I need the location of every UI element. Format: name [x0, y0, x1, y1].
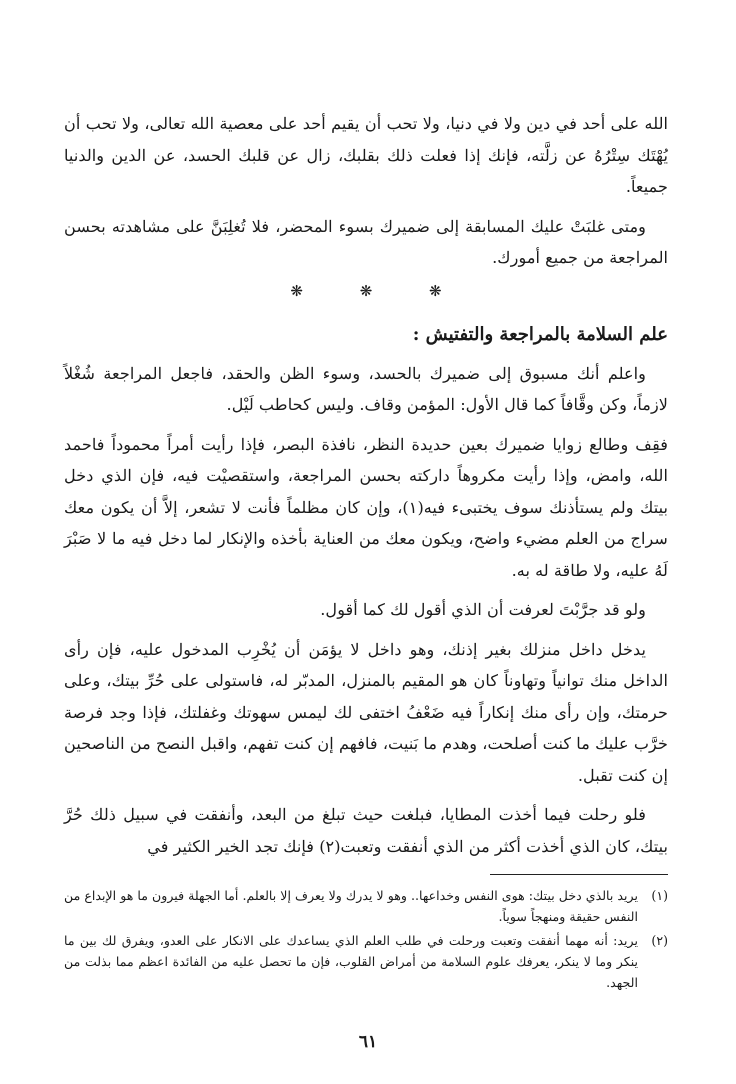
section-paragraph-2: فقِف وطالع زوايا ضميرك بعين حديدة النظر، نافذة البصر، فإذا رأيت أمراً محموداً فاحمد الله، وامض، وإذا رأيت مكروهاً داركته بحسن المراجعة، واستقصيْت فيه، فإن الذي دخل بيتك ولم يستأذنك سوف يختبىء فيه(١)، وإن كان مظلماً فأنت لا تشعر، إلاَّ أن يكون معك سراج من العلم مضيء واضح، ويكون معك من العناية بأخذه والإنكار لما دخل فيه ما لا صَبْرَ لَهُ عليه، ولا طاقة له به. — [64, 434, 669, 580]
footnote-1 — [64, 885, 668, 927]
section-paragraph-5: فلو رحلت فيما أخذت المطايا، فبلغت حيث تبلغ من البعد، وأنفقت في سبيل ذلك حُرَّ بيتك، كان الذي أخذت أكثر من الذي أنفقت وتعبت(٢) فإنك تجد الخير الكثير في — [64, 805, 668, 856]
footnote-number: (٢) — [651, 933, 668, 948]
section-paragraph-3: ولو قد جرَّبْتَ لعرفت أن الذي أقول لك كما أقول. — [320, 600, 646, 619]
section-paragraph-1: واعلم أنك مسبوق إلى ضميرك بالحسد، وسوء الظن والحقد، فاجعل المراجعة شُغْلاً لازماً، وكن وقَّافاً كما قال الأول: المؤمن وقاف. وليس كحاطب لَيْل. — [64, 363, 668, 414]
body-paragraph-2: ومتى غلبَتْ عليك المسابقة إلى ضميرك بسوء المحضر، فلا تُغلِبَنَّ على مشاهدته بحسن المراجعة من جميع أمورك. — [64, 216, 668, 267]
footnotes — [64, 856, 668, 996]
section-heading: علم السلامة بالمراجعة والتفتيش : — [412, 323, 668, 345]
footnote-rule — [490, 874, 668, 875]
section-paragraph-4: يدخل داخل منزلك بغير إذنك، وهو داخل لا يؤمَن أن يُخْرِب المدخول عليه، فإن رأى الداخل منك توانياً وتهاوناً كان هو المقيم بالمنزل، المدبّر له، فاستولى على حُرِّ بيتك، وعلى حرمتك، وإن رأى منك إنكاراً فيه ضَعْفُ اختفى لك ليمس سهوتك وغفلتك، فإذا وجد فرصة خرَّب عليك ما كنت أصلحت، وهدم ما بَنيت، فافهم إن كنت تفهم، واقبل النصح من الناصحين إن كنت تقبل. — [64, 639, 668, 785]
page-number: ٦١ — [358, 1032, 378, 1052]
footnote-number: (١) — [651, 888, 668, 903]
footnote-text: يريد بالذي دخل بيتك: هوى النفس وخداعها.. وهو لا يدرك ولا يعرف إلا بالعلم. أما الجهلة فيرون ما هو الإبداع من النفس حقيقة ومنهجاً سوياً. — [64, 888, 638, 924]
footnote-2 — [64, 930, 668, 993]
section-separator: ❋ ❋ ❋ — [290, 281, 468, 300]
footnote-text: يريد: أنه مهما أنفقت وتعبت ورحلت في طلب العلم الذي يساعدك على الانكار على العدو، ويفرق لك بين ما ينكر وما لا ينكر، يعرفك علوم السلامة من أمراض القلوب، فإن ما تحصل عليه من الفائدة اعظم مما بذلت من الجهد. — [64, 933, 638, 990]
body-paragraph-1: الله على أحد في دين ولا في دنيا، ولا تحب أن يقيم أحد على معصية الله تعالى، ولا تحب أن يُهْتَك سِتْرُهُ عن زلَّته، فإنك إذا فعلت ذلك بقلبك، زال عن قلبك الحسد، عن الدين والدنيا جميعاً. — [64, 114, 668, 196]
